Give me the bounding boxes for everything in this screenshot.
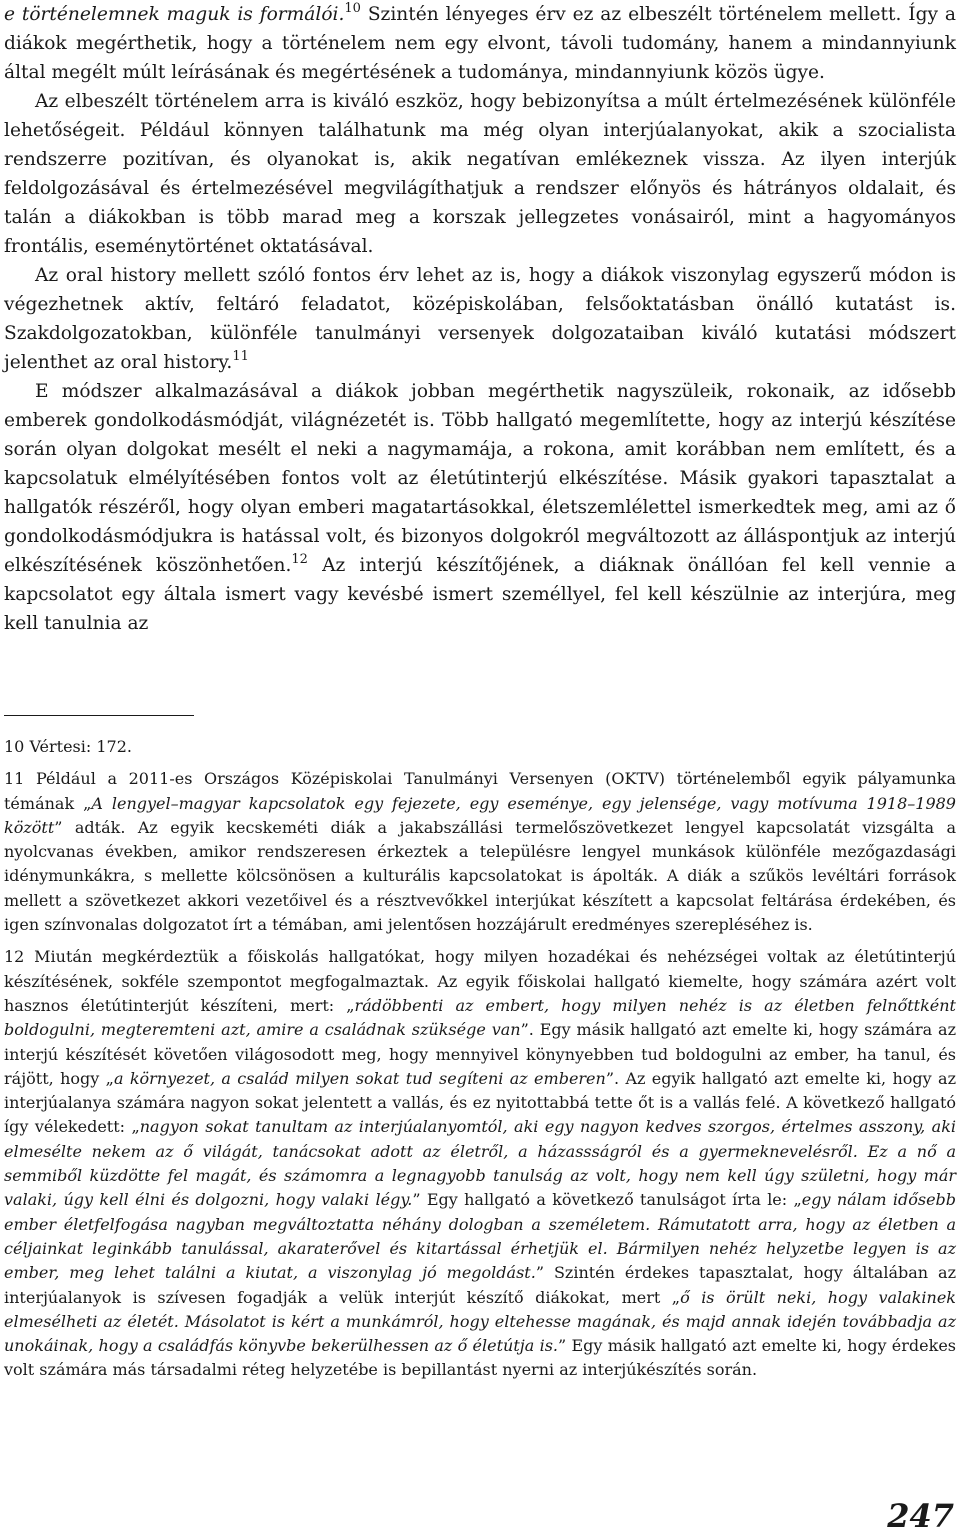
- footnote-11-text-a: 11 Például a 2011-es Országos Középiskolai Tanulmányi Versenyen (OKTV) történelemből egyik pályamunka témának „: [4, 769, 956, 813]
- footnote-12-text-a: 12 Miután megkérdeztük a főiskolás hallgatókat, hogy milyen hozadékai és nehézségei voltak az életútinterjú készítésének, sokféle szempontot megfogalmaztak. Az egyik főiskolai hallgató kiemelte, hogy számára azért volt hasznos életútinterjút készíteni, mert: „: [4, 947, 956, 1015]
- footnote-11: [4, 767, 956, 937]
- footnote-12-quote-1: rádöbbenti az embert, hogy milyen nehéz is az életben felnőttként boldogulni, megteremteni azt, amire a családnak szüksége van: [4, 995, 956, 1040]
- footnote-11-quote: A lengyel–magyar kapcsolatok egy fejezete, egy eseménye, egy jelensége, vagy motívuma 1918–1989 között: [4, 793, 956, 837]
- footnote-12-quote-5: ő is örült neki, hogy valakinek elmesélheti az életét. Másolatot is kért a munkámról, hogy eltehesse magának, és majd annak idején továbbadja az unokáinak, hogy a családfás könyvbe bekerülhessen az ő életútja is.: [4, 1287, 956, 1356]
- page-number: 247: [887, 1497, 954, 1535]
- paragraph-4: [4, 377, 956, 638]
- paragraph-4-text-a: E módszer alkalmazásával a diákok jobban megérthetik nagyszüleik, rokonaik, az idősebb emberek gondolkodásmódját, világnézetét is. Több hallgató megemlítette, hogy az interjú készítése során olyan dolgokat mesélt el neki a nagymamája, a rokona, amit korábban nem említett, és a kapcsolatuk elmélyítésében fontos volt az életútinterjú elkészítése. Másik gyakori tapasztalat a hallgatók részéről, hogy olyan emberi magatartásokkal, életszemlélettel ismerkedtek meg, ami az ő gondolkodásmódjukra is hatással volt, és bizonyos dolgokról megváltozott az álláspontjuk az interjú elkészítésének köszönhetően.: [4, 381, 956, 576]
- footnote-12-quote-4: egy nálam idősebb ember életfelfogása nagyban megváltoztatta néhány dologban a személetem. Rámutatott arra, hogy az életben a céljainkat leginkább tanulással, akaraterővel és kitartással érhetjük el. Bármilyen nehéz helyzetbe legyen is az ember, meg lehet találni a kiutat, a viszonylag jó megoldást.: [4, 1190, 957, 1283]
- paragraph-1-text: Szintén lényeges érv ez az elbeszélt történelem mellett. Így a diákok megérthetik, hogy a történelem nem egy elvont, távoli tudomány, hanem a mindannyiunk által megélt múlt leírásának és megértésének a tudománya, mindannyiunk közös ügye.: [4, 4, 957, 83]
- footnote-11-text-b: ” adták. Az egyik kecskeméti diák a jakabszállási termelőszövetkezet lengyel kapcsolatát vizsgálta a nyolcvanas években, amikor rendszeresen érkeztek a településre lengyel munkások különféle mezőgazdasági idénymunkákra, s mellette kölcsönösen a kulturális kapcsolatokat is ápolták. A diák a szűkös levéltári források mellett a szövetkezet akkori vezetőivel és a résztvevőkkel interjúkat készített a kapcsolat feltárása érdekében, és igen színvonalas dolgozatot írt a témában, ami jelentősen hozzájárult eredményes szerepléséhez is.: [4, 817, 956, 935]
- paragraph-4-text-b: Az interjú készítőjének, a diáknak önállóan fel kell vennie a kapcsolatot egy általa ismert vagy kevésbé ismert személlyel, fel kell készülnie az interjúra, meg kell tanulnia az: [4, 555, 956, 634]
- footnote-12-text-d: ” Egy hallgató a következő tanulságot írta le: „: [412, 1190, 802, 1210]
- paragraph-2: Az elbeszélt történelem arra is kiváló eszköz, hogy bebizonyítsa a múlt értelmezésének különféle lehetőségeit. Például könnyen találhatunk ma még olyan interjúalanyokat, akik a szocialista rendszerre pozitívan, és olyanokat is, akik negatívan emlékeznek vissza. Az ilyen interjúk feldolgozásával és értelmezésével megvilágíthatjuk a rendszer előnyös és hátrányos oldalait, és talán a diákokban is több marad meg a korszak jellegzetes vonásairól, mint a hagyományos frontális, eseménytörténet oktatásával.: [4, 91, 956, 257]
- footnote-divider: [4, 715, 194, 716]
- footnote-12-text-e: ” Szintén érdekes tapasztalat, hogy általában az interjúalanyok is szívesen fogadják a velük interjút készítő diákokat, mert „: [4, 1263, 957, 1307]
- footnote-ref-10[interactable]: 10: [344, 1, 361, 16]
- footnote-12-text-f: ” Egy másik hallgató azt emelte ki, hogy érdekes volt számára más társadalmi réteg helyzetébe is bepillantást nyerni az interjúkészítés során.: [4, 1336, 957, 1380]
- footnote-12-quote-3: nagyon sokat tanultam az interjúalanyomtól, aki egy nagyon kedves szorgos, értelmes asszony, aki elmesélte nekem az ő világát, tanácsokat adott az életről, a házassságról és a gyermeknevelésről. Ez a nő a semmiből küzdötte fel magát, és számomra a legnagyobb tanulság az volt, hogy nem kell úgy születni, hogy már valaki, úgy kell élni és dolgozni, hogy valaki légy.: [4, 1117, 957, 1210]
- footnote-12-quote-2: a környezet, a család milyen sokat tud segíteni az emberen: [113, 1068, 606, 1088]
- footnotes: [4, 735, 956, 1383]
- footnote-12: [4, 945, 956, 1382]
- paragraph-3: [4, 261, 956, 377]
- footnote-10: 10 Vértesi: 172.: [4, 737, 132, 756]
- paragraph-1-italic-start: e történelemnek maguk is formálói.: [4, 4, 345, 25]
- footnote-12-text-b: ”. Egy másik hallgató azt emelte ki, hogy számára az interjú készítését követően világosodott meg, hogy mennyivel könynyebben tud boldogulni az ember, ha tanul, és rájött, hogy „: [4, 1020, 957, 1088]
- paragraph-1: [4, 0, 956, 87]
- paragraph-3-text: Az oral history mellett szóló fontos érv lehet az is, hogy a diákok viszonylag egyszerű módon is végezhetnek aktív, feltáró feladatot, középiskolában, felsőoktatásban önálló kutatást is. Szakdolgozatokban, különféle tanulmányi versenyek dolgozataiban kiváló kutatási módszert jelenthet az oral history.: [4, 265, 956, 373]
- footnote-ref-12[interactable]: 12: [291, 552, 308, 567]
- main-text: [4, 0, 956, 638]
- footnote-12-text-c: ”. Az egyik hallgató azt emelte ki, hogy az interjúalanya számára nagyon sokat jelentett a vallás, és ez nyitottabbá tette őt is a vallás felé. A következő hallgató így vélekedett: „: [4, 1068, 957, 1137]
- footnote-ref-11[interactable]: 11: [232, 349, 249, 364]
